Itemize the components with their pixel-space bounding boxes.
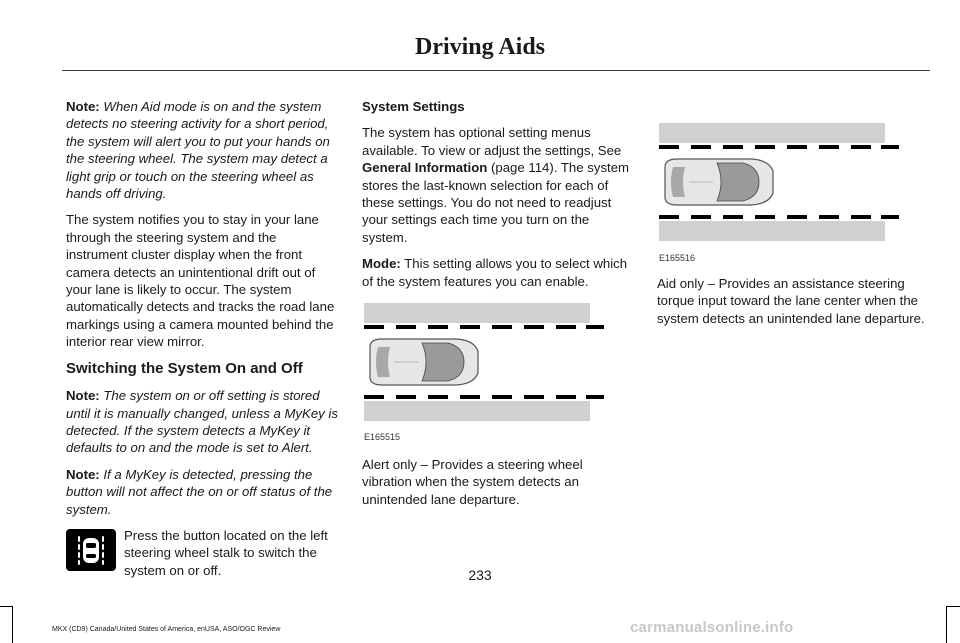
settings-text-end: (page 114). The system stores the last-known selection for each of these settings. You do not need to readjust your settings each time you turn on the system. <box>362 160 630 245</box>
note-stored-setting <box>66 387 338 457</box>
column-2 <box>362 98 632 299</box>
alert-only-description <box>362 456 622 517</box>
footer-text: MKX (CD9) Canada/United States of America, enUSA, ASO/OGC Review <box>52 626 281 633</box>
note-label: Note: <box>66 388 100 404</box>
paragraph-settings <box>362 124 632 246</box>
aid-only-text: Aid only – Provides an assistance steering torque input toward the lane center when the system detects an unintended lane departure. <box>657 276 925 326</box>
settings-text-start: The system has optional setting menus available. To view or adjust the settings, See <box>362 125 622 158</box>
crop-mark <box>0 606 12 607</box>
figure-id: E165515 <box>364 432 401 442</box>
note-label: Note: <box>66 99 100 114</box>
watermark: carmanualsonline.info <box>630 619 794 636</box>
note-text: If a MyKey is detected, pressing the button will not affect the on or off status of the system. <box>66 466 333 517</box>
car-icon <box>370 339 478 385</box>
alert-only-text: Alert only – Provides a steering wheel vibration when the system detects an unintended lane departure. <box>362 457 583 507</box>
button-instruction-text: Press the button located on the left steering wheel stalk to switch the system on or off. <box>124 527 328 578</box>
note-label: Note: <box>66 466 100 482</box>
system-settings-heading: System Settings <box>362 99 465 114</box>
note-text: The system on or off setting is stored until it is manually changed, unless a MyKey is detected. If the system detects a MyKey it defaults to on and the mode is set to Alert. <box>66 388 338 456</box>
column-1 <box>66 98 338 579</box>
header-rule <box>62 70 930 71</box>
page-number: 233 <box>468 567 492 583</box>
note-text: When Aid mode is on and the system detects no steering activity for a short period, the system will alert you to put your hands on the steering wheel. The system may detect a light grip or touch on the steering wheel as hands off driving. <box>66 99 330 202</box>
figure-id: E165516 <box>659 253 696 263</box>
note-aid-mode <box>66 98 338 202</box>
lane-keeping-icon <box>66 529 116 571</box>
car-icon <box>665 159 773 205</box>
crop-mark <box>946 606 947 643</box>
mode-label: Mode: <box>362 256 401 272</box>
paragraph-mode <box>362 255 632 290</box>
note-mykey <box>66 466 338 518</box>
subheading-switching: Switching the System On and Off <box>66 359 303 377</box>
figure-aid-only <box>659 123 899 263</box>
page-title: Driving Aids <box>414 34 546 60</box>
figure-alert-only <box>364 303 604 442</box>
mode-text: This setting allows you to select which of the system features you can enable. <box>362 256 628 289</box>
aid-only-description <box>657 275 925 336</box>
crop-mark <box>12 606 13 643</box>
lane-diagram-aid <box>659 123 899 241</box>
paragraph-lane-notify: The system notifies you to stay in your lane through the steering system and the instrument cluster display when the front camera detects an unintentional drift out of your lane is likely to occur. The system automatically detects and tracks the road lane markings using a camera mounted behind the interior rear view mirror. <box>66 212 335 350</box>
lane-diagram-alert <box>364 303 604 421</box>
general-information-link[interactable]: General Information <box>362 160 488 176</box>
crop-mark <box>946 606 960 607</box>
